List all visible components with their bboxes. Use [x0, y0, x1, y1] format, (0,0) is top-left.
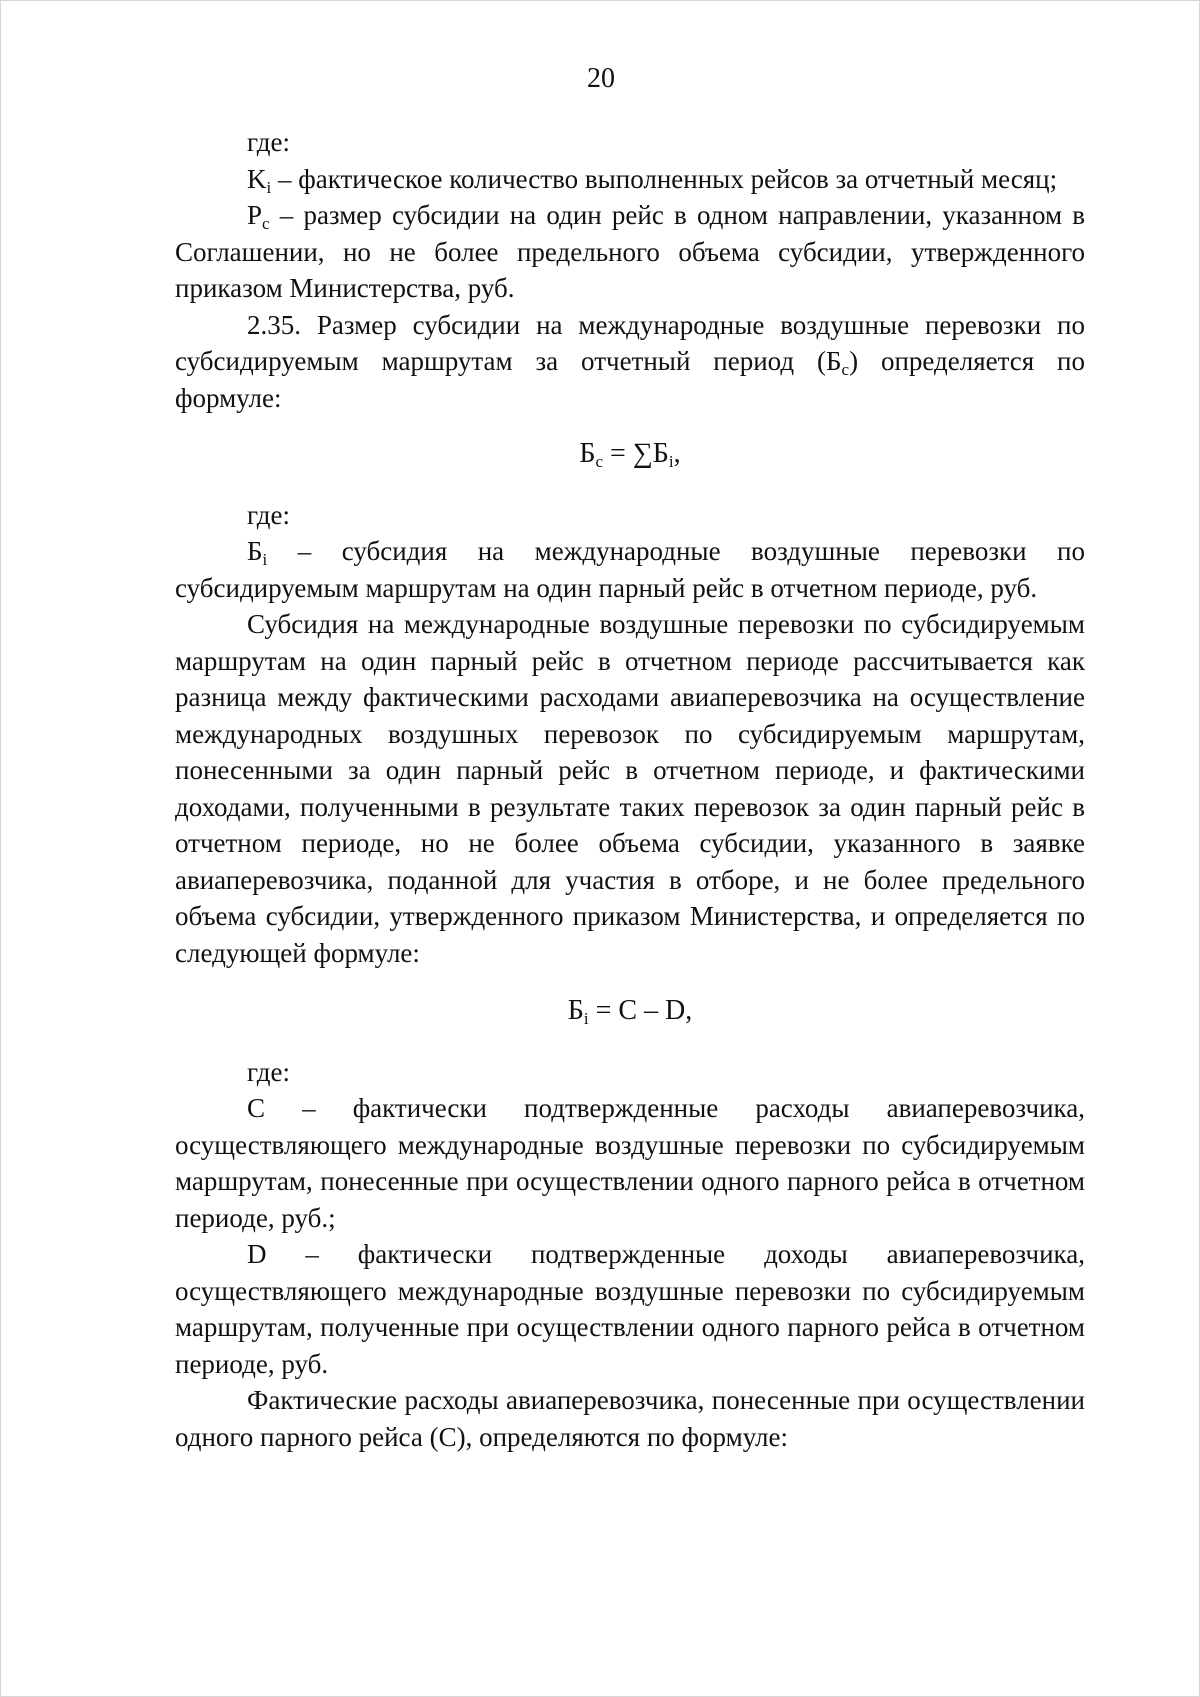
formula-pair-subsidy [175, 993, 1085, 1030]
paragraph-2-35-subscript: с [841, 360, 850, 379]
page-number: 20 [587, 63, 615, 94]
formula1-part-b: = ∑Б [603, 438, 669, 469]
definition-c: C – фактически подтвержденные расходы авиаперевозчика, осуществляющего международные воздушные перевозки по субсидируемым маршрутам, понесенные при осуществлении одного парного рейса в отчетном периоде, руб.; [175, 1093, 1085, 1233]
formula1-subscript-1: с [595, 452, 604, 471]
formula-total-subsidy [175, 436, 1085, 473]
paragraph-2-35 [175, 307, 1085, 417]
where-label-2: где: [247, 499, 290, 530]
subsidy-paragraph: Субсидия на международные воздушные перевозки по субсидируемым маршрутам на один парный рейс в отчетном периоде рассчитывается как разница между фактическими расходами авиаперевозчика на осуществление международных воздушных перевозок по субсидируемым маршрутам, понесенными за один парный рейс в отчетном периоде, и фактическими доходами, полученными в результате таких перевозок за один парный рейс в отчетном периоде, но не более объема субсидии, указанного в заявке авиаперевозчика, поданной для участия в отборе, и не более предельного объема субсидии, утвержденного приказом Министерства, и определяется по следующей формуле: [175, 609, 1085, 968]
symbol-p-subscript: c [262, 214, 270, 233]
formula1-subscript-2: i [668, 452, 674, 471]
definition-bi-text: – субсидия на международные воздушные перевозки по субсидируемым маршрутам на один парный рейс в отчетном периоде, руб. [175, 536, 1085, 603]
paragraph-2-35-text-a: 2.35. Размер субсидии на международные воздушные перевозки по субсидируемым маршрутам за отчетный период (Б [175, 309, 1085, 376]
definition-p-text: – размер субсидии на один рейс в одном направлении, указанном в Соглашении, но не более предельного объема субсидии, утвержденного приказом Министерства, руб. [175, 200, 1085, 303]
definition-p [175, 197, 1085, 307]
formula2-part-a: Б [567, 995, 584, 1026]
definition-k-text: – фактическое количество выполненных рейсов за отчетный месяц; [271, 163, 1058, 194]
symbol-bi: Б [247, 536, 263, 566]
final-paragraph: Фактические расходы авиаперевозчика, понесенные при осуществлении одного парного рейса (C), определяются по формуле: [175, 1385, 1085, 1452]
where-label-1: где: [247, 127, 290, 157]
formula1-part-c: , [673, 438, 681, 469]
definition-k [175, 161, 1085, 198]
paragraph-2-35-text-b: ) определяется по формуле: [175, 346, 1085, 413]
formula2-part-b: = C – D, [588, 995, 693, 1026]
symbol-k-subscript: i [266, 177, 272, 197]
symbol-bi-subscript: i [262, 550, 268, 569]
symbol-p: P [247, 200, 263, 230]
definition-bi [175, 533, 1085, 606]
document-body [175, 124, 1085, 1455]
definition-d: D – фактически подтвержденные доходы авиаперевозчика, осуществляющего международные воздушные перевозки по субсидируемым маршрутам, полученные при осуществлении одного парного рейса в отчетном периоде, руб. [175, 1239, 1085, 1379]
formula2-subscript: i [583, 1009, 589, 1028]
symbol-k: K [247, 163, 267, 194]
formula1-part-a: Б [579, 438, 596, 469]
where-label-3: где: [247, 1056, 290, 1087]
